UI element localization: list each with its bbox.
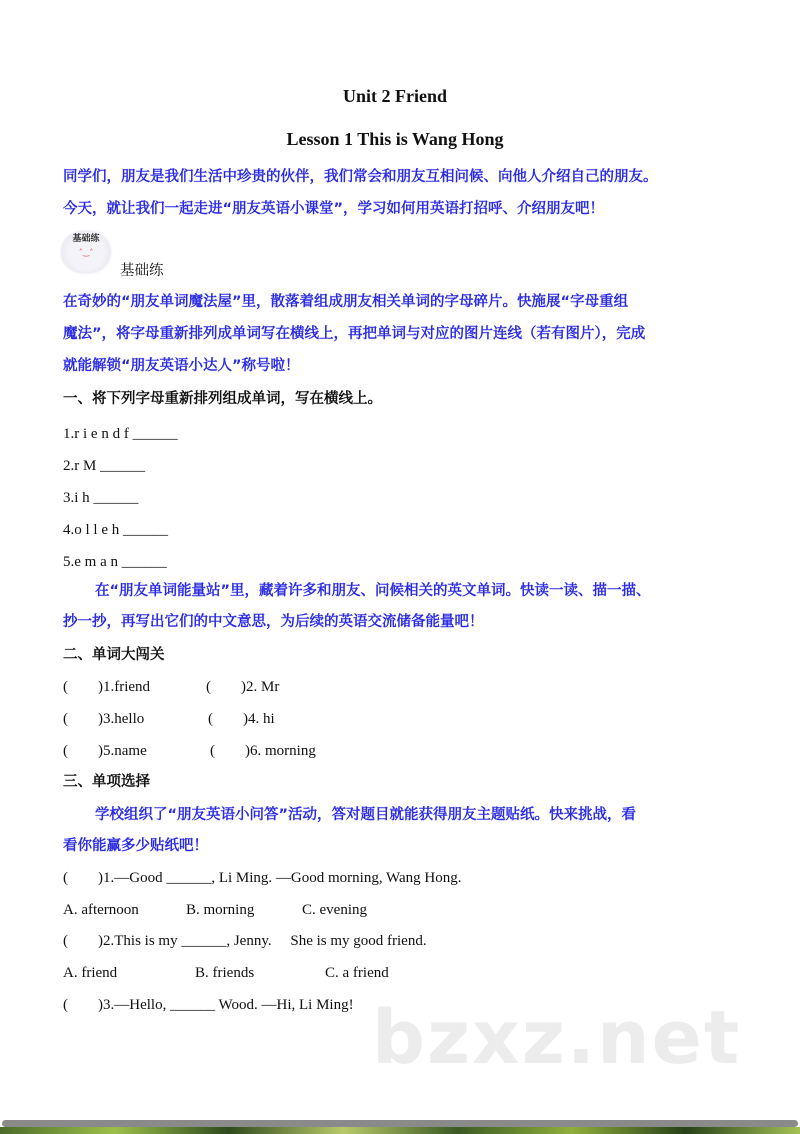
basic-practice-badge-icon: 基础练 ˄‿˄ — [62, 232, 110, 272]
scramble-item: 2.r M ______ — [63, 458, 146, 474]
scramble-item: 4.o l l e h ______ — [63, 522, 168, 538]
section1-intro-line: 在奇妙的“朋友单词魔法屋”里，散落着组成朋友相关单词的字母碎片。快施展“字母重组 — [63, 294, 629, 310]
lesson-title: Lesson 1 This is Wang Hong — [286, 129, 504, 149]
section2-intro-line: 在“朋友单词能量站”里，藏着许多和朋友、问候相关的英文单词。快读一读、描一描、 — [95, 583, 651, 599]
section3-intro-line: 学校组织了“朋友英语小问答”活动，答对题目就能获得朋友主题贴纸。快来挑战，看 — [95, 807, 637, 823]
scramble-item: 1.r i e n d f ______ — [63, 426, 178, 442]
section3-heading: 三、单项选择 — [63, 774, 150, 790]
option: A. afternoon — [63, 902, 139, 918]
unit-title: Unit 2 Friend — [342, 86, 447, 106]
question: ( )2.This is my ______, Jenny. She is my good friend. — [63, 933, 427, 949]
section1-intro-line: 魔法”，将字母重新排列成单词写在横线上，再把单词与对应的图片连线（若有图片），完成 — [63, 326, 646, 342]
option: A. friend — [63, 965, 118, 981]
word-item: ( )3.hello — [63, 711, 145, 727]
option: B. friends — [195, 965, 255, 981]
section1-heading: 一、将下列字母重新排列组成单词，写在横线上。 — [63, 391, 382, 407]
question: ( )3.—Hello, ______ Wood. —Hi, Li Ming! — [63, 997, 354, 1013]
word-item: ( )5.name — [63, 743, 147, 759]
question: ( )1.—Good ______, Li Ming. —Good morning, Wang Hong. — [63, 870, 462, 886]
intro-line: 今天，就让我们一起走进“朋友英语小课堂”，学习如何用英语打招呼、介绍朋友吧！ — [63, 201, 605, 217]
badge-text: 基础练 — [72, 234, 100, 244]
option: B. morning — [186, 902, 255, 918]
option: C. a friend — [325, 965, 389, 981]
section2-heading: 二、单词大闯关 — [63, 647, 165, 663]
word-item: ( )1.friend — [63, 679, 151, 695]
scramble-item: 3.i h ______ — [63, 490, 139, 506]
section1-intro-line: 就能解锁“朋友英语小达人”称号啦！ — [63, 358, 300, 374]
section2-intro-line: 抄一抄，再写出它们的中文意思，为后续的英语交流储备能量吧！ — [63, 614, 484, 630]
watermark: bzxz.net — [372, 995, 742, 1081]
badge-label: 基础练 — [120, 263, 164, 279]
section3-intro-line: 看你能赢多少贴纸吧！ — [63, 838, 208, 854]
scramble-item: 5.e m a n ______ — [63, 554, 167, 570]
background-strip — [0, 1127, 800, 1134]
option: C. evening — [302, 902, 367, 918]
word-item: ( )2. Mr — [206, 679, 280, 695]
intro-line: 同学们，朋友是我们生活中珍贵的伙伴，我们常会和朋友互相问候、向他人介绍自己的朋友。 — [63, 169, 658, 185]
word-item: ( )6. morning — [210, 743, 316, 759]
word-item: ( )4. hi — [208, 711, 275, 727]
horizontal-scrollbar[interactable] — [2, 1120, 798, 1127]
